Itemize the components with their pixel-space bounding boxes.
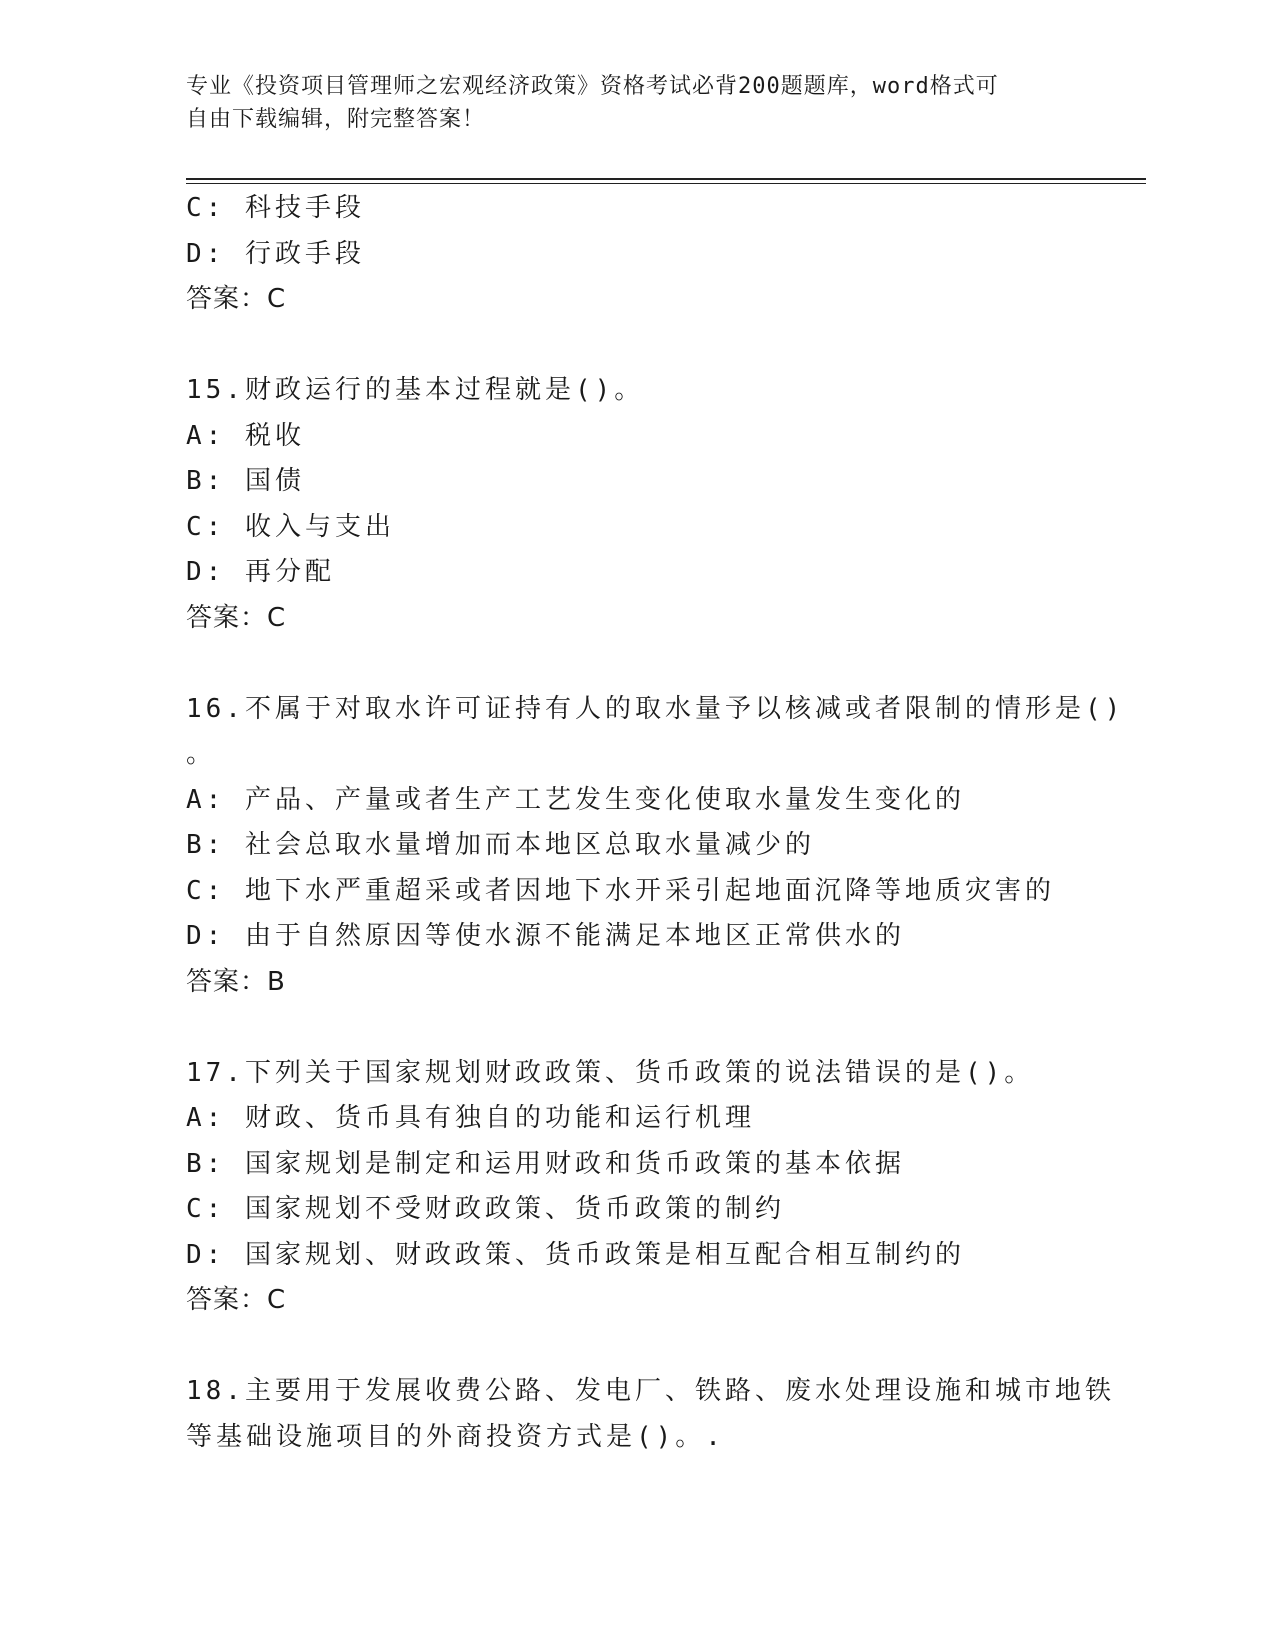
header-rule-thick	[186, 178, 1146, 180]
option-d: D: 由于自然原因等使水源不能满足本地区正常供水的	[186, 921, 905, 951]
option-c: C: 国家规划不受财政政策、货币政策的制约	[186, 1194, 785, 1224]
question-15	[186, 368, 1146, 641]
option-c: C: 收入与支出	[186, 511, 395, 542]
header-line-1: 专业《投资项目管理师之宏观经济政策》资格考试必背200题题库，word格式可	[186, 74, 999, 99]
spacer	[186, 1005, 1146, 1051]
answer-text: 答案：C	[186, 284, 287, 314]
option-b: B: 国债	[186, 466, 305, 496]
option-d: D: 行政手段	[186, 238, 365, 269]
question-18	[186, 1369, 1146, 1460]
question-stem-line-2: 等基础设施项目的外商投资方式是()。.	[186, 1421, 725, 1452]
option-d: D: 国家规划、财政政策、货币政策是相互配合相互制约的	[186, 1239, 965, 1270]
option-b: B: 社会总取水量增加而本地区总取水量减少的	[186, 830, 815, 860]
option-c: C: 地下水严重超采或者因地下水开采引起地面沉降等地质灾害的	[186, 875, 1055, 906]
option-c: C: 科技手段	[186, 193, 365, 223]
option-a: A: 财政、货币具有独自的功能和运行机理	[186, 1103, 755, 1133]
option-a: A: 税收	[186, 420, 305, 451]
header-line-2: 自由下载编辑，附完整答案！	[186, 107, 486, 132]
spacer	[186, 323, 1146, 369]
question-17	[186, 1051, 1146, 1324]
answer-text: 答案：C	[186, 602, 287, 633]
answer-text: 答案：B	[186, 966, 286, 997]
spacer	[186, 641, 1146, 687]
question-16	[186, 687, 1146, 1006]
header-rule-thin	[186, 183, 1146, 184]
question-stem: 15.财政运行的基本过程就是()。	[186, 375, 645, 405]
question-14-tail	[186, 186, 1146, 323]
option-d: D: 再分配	[186, 557, 335, 587]
document-header	[186, 70, 1086, 136]
spacer	[186, 1324, 1146, 1370]
question-stem-line-1: 16.不属于对取水许可证持有人的取水量予以核减或者限制的情形是()	[186, 693, 1125, 724]
question-list	[186, 186, 1146, 1460]
option-b: B: 国家规划是制定和运用财政和货币政策的基本依据	[186, 1148, 905, 1179]
question-stem-line-1: 18.主要用于发展收费公路、发电厂、铁路、废水处理设施和城市地铁	[186, 1376, 1115, 1406]
question-stem: 17.下列关于国家规划财政政策、货币政策的说法错误的是()。	[186, 1057, 1035, 1088]
question-stem-line-2: 。	[186, 739, 217, 769]
option-a: A: 产品、产量或者生产工艺发生变化使取水量发生变化的	[186, 784, 965, 815]
answer-text: 答案：C	[186, 1285, 287, 1315]
